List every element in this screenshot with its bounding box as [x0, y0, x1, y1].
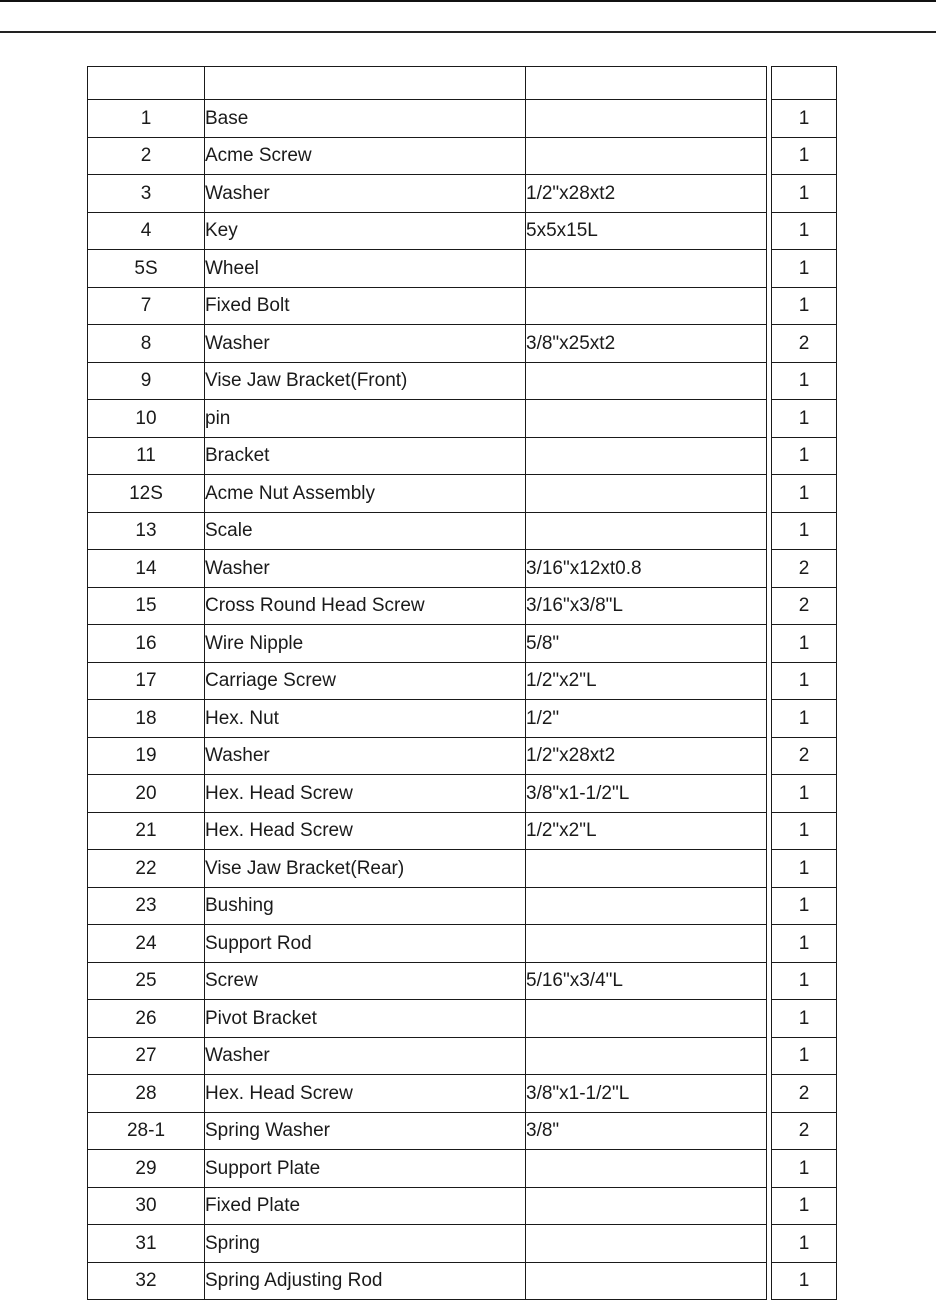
part-qty: 1 [772, 1037, 837, 1075]
table-row [88, 212, 837, 250]
part-spec: 5/16"x3/4"L [526, 962, 767, 1000]
part-qty: 1 [772, 887, 837, 925]
part-spec: 3/8"x25xt2 [526, 325, 767, 363]
part-description: Wheel [205, 250, 526, 288]
part-qty: 1 [772, 250, 837, 288]
part-description: Fixed Bolt [205, 287, 526, 325]
part-qty: 1 [772, 362, 837, 400]
part-spec: 1/2"x2"L [526, 662, 767, 700]
header-no [88, 67, 205, 100]
part-qty: 1 [772, 400, 837, 438]
part-number: 15 [88, 587, 205, 625]
part-number: 27 [88, 1037, 205, 1075]
table-row [88, 1000, 837, 1038]
part-number: 12S [88, 475, 205, 513]
part-description: Wire Nipple [205, 625, 526, 663]
part-description: Carriage Screw [205, 662, 526, 700]
part-description: Spring Washer [205, 1112, 526, 1150]
part-spec [526, 850, 767, 888]
part-spec [526, 1150, 767, 1188]
table-row [88, 1037, 837, 1075]
table-row [88, 137, 837, 175]
part-number: 22 [88, 850, 205, 888]
part-description: Vise Jaw Bracket(Rear) [205, 850, 526, 888]
part-number: 17 [88, 662, 205, 700]
table-row [88, 625, 837, 663]
part-number: 29 [88, 1150, 205, 1188]
part-description: Acme Screw [205, 137, 526, 175]
part-spec [526, 475, 767, 513]
part-spec: 3/16"x12xt0.8 [526, 550, 767, 588]
part-spec: 5/8" [526, 625, 767, 663]
part-spec [526, 250, 767, 288]
part-number: 28 [88, 1075, 205, 1113]
part-number: 28-1 [88, 1112, 205, 1150]
part-number: 3 [88, 175, 205, 213]
table-row [88, 737, 837, 775]
table-row [88, 287, 837, 325]
part-qty: 1 [772, 925, 837, 963]
table-row [88, 437, 837, 475]
part-description: Spring [205, 1225, 526, 1263]
part-spec [526, 1000, 767, 1038]
part-number: 26 [88, 1000, 205, 1038]
part-spec [526, 512, 767, 550]
part-description: Key [205, 212, 526, 250]
part-description: Hex. Head Screw [205, 1075, 526, 1113]
part-spec: 3/8" [526, 1112, 767, 1150]
part-description: Washer [205, 325, 526, 363]
part-number: 32 [88, 1262, 205, 1300]
part-qty: 1 [772, 625, 837, 663]
part-spec [526, 437, 767, 475]
part-spec [526, 287, 767, 325]
part-spec [526, 1037, 767, 1075]
part-spec: 5x5x15L [526, 212, 767, 250]
table-row [88, 662, 837, 700]
part-spec [526, 1262, 767, 1300]
part-spec: 3/8"x1-1/2"L [526, 775, 767, 813]
parts-list-table [87, 66, 837, 1300]
table-header-row [88, 67, 837, 100]
part-qty: 1 [772, 812, 837, 850]
part-qty: 2 [772, 325, 837, 363]
table-row [88, 250, 837, 288]
part-description: pin [205, 400, 526, 438]
header-description [205, 67, 526, 100]
part-spec [526, 100, 767, 138]
part-description: Hex. Head Screw [205, 812, 526, 850]
table-row [88, 1262, 837, 1300]
table-row [88, 550, 837, 588]
part-description: Vise Jaw Bracket(Front) [205, 362, 526, 400]
part-qty: 2 [772, 1075, 837, 1113]
part-description: Bushing [205, 887, 526, 925]
table-row [88, 1150, 837, 1188]
part-description: Washer [205, 175, 526, 213]
part-description: Support Plate [205, 1150, 526, 1188]
part-number: 11 [88, 437, 205, 475]
table-row [88, 812, 837, 850]
part-description: Acme Nut Assembly [205, 475, 526, 513]
part-spec: 1/2"x2"L [526, 812, 767, 850]
table-row [88, 1112, 837, 1150]
part-qty: 1 [772, 962, 837, 1000]
part-spec [526, 925, 767, 963]
part-description: Support Rod [205, 925, 526, 963]
table-row [88, 325, 837, 363]
part-spec [526, 400, 767, 438]
part-spec: 1/2" [526, 700, 767, 738]
part-qty: 1 [772, 1000, 837, 1038]
part-description: Pivot Bracket [205, 1000, 526, 1038]
part-number: 8 [88, 325, 205, 363]
part-description: Hex. Nut [205, 700, 526, 738]
part-description: Cross Round Head Screw [205, 587, 526, 625]
part-number: 9 [88, 362, 205, 400]
table-row [88, 587, 837, 625]
part-number: 20 [88, 775, 205, 813]
table-row [88, 1225, 837, 1263]
part-number: 7 [88, 287, 205, 325]
part-spec: 3/8"x1-1/2"L [526, 1075, 767, 1113]
part-number: 21 [88, 812, 205, 850]
part-number: 18 [88, 700, 205, 738]
part-qty: 1 [772, 100, 837, 138]
table-row [88, 362, 837, 400]
part-spec [526, 1187, 767, 1225]
part-qty: 1 [772, 475, 837, 513]
part-qty: 1 [772, 1262, 837, 1300]
part-spec [526, 1225, 767, 1263]
header-qty [772, 67, 837, 100]
part-qty: 1 [772, 137, 837, 175]
table-row [88, 100, 837, 138]
header-spec [526, 67, 767, 100]
part-qty: 1 [772, 512, 837, 550]
part-qty: 2 [772, 550, 837, 588]
part-number: 5S [88, 250, 205, 288]
part-qty: 1 [772, 1225, 837, 1263]
part-spec: 1/2"x28xt2 [526, 175, 767, 213]
part-description: Scale [205, 512, 526, 550]
table-row [88, 775, 837, 813]
part-number: 10 [88, 400, 205, 438]
part-qty: 1 [772, 850, 837, 888]
table-row [88, 962, 837, 1000]
table-row [88, 1075, 837, 1113]
part-qty: 2 [772, 587, 837, 625]
part-number: 1 [88, 100, 205, 138]
table-row [88, 925, 837, 963]
part-number: 16 [88, 625, 205, 663]
part-number: 19 [88, 737, 205, 775]
part-qty: 1 [772, 662, 837, 700]
table-row [88, 700, 837, 738]
part-qty: 1 [772, 287, 837, 325]
part-description: Spring Adjusting Rod [205, 1262, 526, 1300]
part-description: Base [205, 100, 526, 138]
part-number: 23 [88, 887, 205, 925]
part-qty: 1 [772, 212, 837, 250]
part-number: 13 [88, 512, 205, 550]
parts-table-body [88, 67, 837, 1300]
part-description: Washer [205, 737, 526, 775]
part-number: 24 [88, 925, 205, 963]
part-number: 2 [88, 137, 205, 175]
part-number: 4 [88, 212, 205, 250]
table-row [88, 850, 837, 888]
part-qty: 1 [772, 775, 837, 813]
part-spec: 3/16"x3/8"L [526, 587, 767, 625]
part-number: 31 [88, 1225, 205, 1263]
table-row [88, 512, 837, 550]
table-row [88, 1187, 837, 1225]
header-rule [0, 31, 936, 33]
part-spec [526, 887, 767, 925]
part-spec: 1/2"x28xt2 [526, 737, 767, 775]
part-qty: 1 [772, 1150, 837, 1188]
part-number: 30 [88, 1187, 205, 1225]
part-number: 14 [88, 550, 205, 588]
part-qty: 2 [772, 1112, 837, 1150]
top-rule [0, 0, 936, 2]
table-row [88, 887, 837, 925]
part-qty: 1 [772, 1187, 837, 1225]
part-qty: 1 [772, 700, 837, 738]
table-row [88, 475, 837, 513]
part-spec [526, 362, 767, 400]
part-description: Washer [205, 1037, 526, 1075]
table-row [88, 400, 837, 438]
part-number: 25 [88, 962, 205, 1000]
part-description: Washer [205, 550, 526, 588]
part-qty: 1 [772, 175, 837, 213]
table-row [88, 175, 837, 213]
part-description: Fixed Plate [205, 1187, 526, 1225]
part-description: Screw [205, 962, 526, 1000]
part-qty: 1 [772, 437, 837, 475]
part-description: Hex. Head Screw [205, 775, 526, 813]
part-description: Bracket [205, 437, 526, 475]
part-spec [526, 137, 767, 175]
part-qty: 2 [772, 737, 837, 775]
